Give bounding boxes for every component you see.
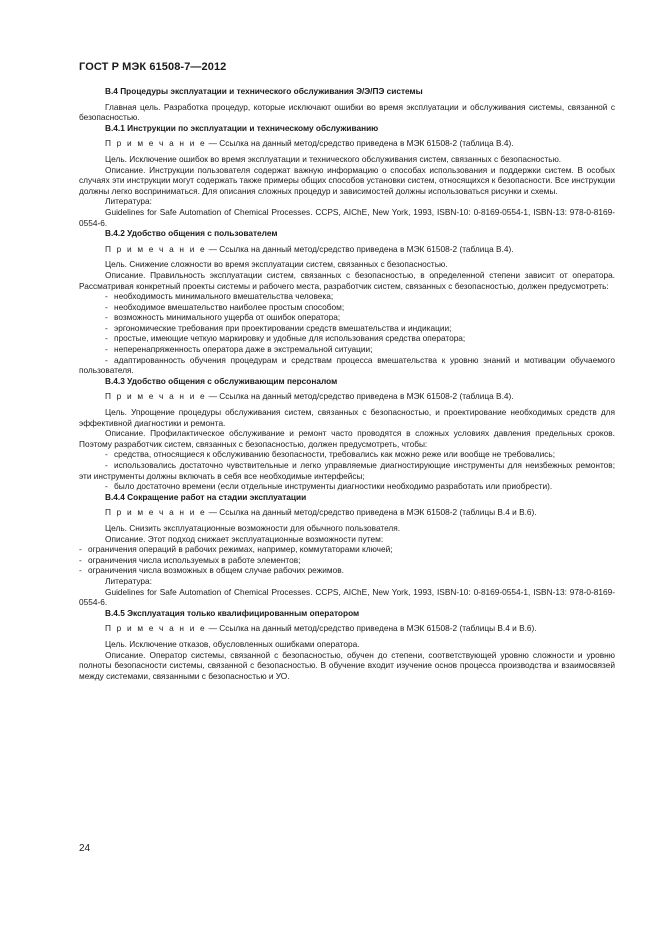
note-text: — Ссылка на данный метод/средство приведена в МЭК 61508-2 (таблица В.4). bbox=[206, 391, 514, 402]
b44-goal: Цель. Снизить эксплуатационные возможности для обычного пользователя. bbox=[105, 522, 401, 533]
note-text: — Ссылка на данный метод/средство приведена в МЭК 61508-2 (таблица В.4). bbox=[206, 243, 514, 254]
b43-goal: Цель. Упрощение процедуры обслуживания систем, связанных с безопасностью, и проектирование необходимых средств для эффективной диагностики и ремонта. bbox=[79, 407, 615, 428]
list-item: - неперенапряженность оператора даже в экстремальной ситуации; bbox=[105, 344, 373, 355]
b45-goal: Цель. Исключение отказов, обусловленных ошибками оператора. bbox=[105, 638, 360, 649]
b42-goal: Цель. Снижение сложности во время эксплуатации систем, связанных с безопасностью. bbox=[105, 259, 448, 270]
note-text: — Ссылка на данный метод/средство приведена в МЭК 61508-2 (таблица В.4). bbox=[206, 138, 514, 149]
page-content bbox=[79, 86, 615, 681]
b42-description: Описание. Правильность эксплуатации систем, связанных с безопасностью, в определенной степени зависит от оператора. Рассматривая конкретный проекты системы и рабочего места, разработчик систем, связанных с безопасностью, должен предусмотреть: bbox=[79, 269, 615, 291]
list-item: - средства, относящиеся к обслуживанию безопасности, требовались как можно реже или вообще не требовались; bbox=[105, 449, 556, 460]
list-item: - использовались достаточно чувствительные и легко управляемые диагностирующие инструменты для неизбежных ремонтов; эти инструменты должны включать в себя все необходимые интерфейсы; bbox=[79, 460, 615, 481]
b43-description: Описание. Профилактическое обслуживание и ремонт часто проводятся в сложных условиях давления предельных сроков. Поэтому разработчик систем, связанных с безопасностью, должен предусмотреть, чтобы: bbox=[79, 428, 615, 449]
section-heading-b44: В.4.4 Сокращение работ на стадии эксплуатации bbox=[105, 491, 307, 502]
standard-header: ГОСТ Р МЭК 61508-7—2012 bbox=[79, 61, 227, 73]
b44-literature-text: Guidelines for Safe Automation of Chemical Processes. CCPS, AIChE, New York, 1993, ISBN-10: 0-8169-0554-1, ISBN-13: 978-0-8169-0554-6. bbox=[79, 586, 615, 608]
note-label: П р и м е ч а н и е bbox=[105, 391, 207, 402]
note-label: П р и м е ч а н и е bbox=[105, 138, 207, 149]
section-heading-b42: В.4.2 Удобство общения с пользователем bbox=[105, 228, 278, 239]
note-text: — Ссылка на данный метод/средство приведена в МЭК 61508-2 (таблицы В.4 и В.6). bbox=[206, 507, 537, 518]
list-item: - адаптированность обучения процедурам и средствам процесса вмешательства к уровню знаний и мотивации обучаемого пользователя. bbox=[79, 354, 615, 376]
b44-literature-label: Литература: bbox=[105, 575, 152, 586]
note-label: П р и м е ч а н и е bbox=[105, 243, 207, 254]
note-text: — Ссылка на данный метод/средство приведена в МЭК 61508-2 (таблицы В.4 и В.6). bbox=[206, 623, 537, 634]
section-heading-b45: В.4.5 Эксплуатация только квалифицированным оператором bbox=[105, 607, 360, 618]
b41-goal: Цель. Исключение ошибок во время эксплуатации и технического обслуживания систем, связанных с безопасностью. bbox=[105, 153, 562, 164]
note-label: П р и м е ч а н и е bbox=[105, 623, 207, 634]
b43-note bbox=[79, 391, 615, 402]
section-heading-b4: В.4 Процедуры эксплуатации и технического обслуживания Э/Э/ПЭ системы bbox=[105, 86, 423, 96]
b41-description: Описание. Инструкции пользователя содержат важную информацию о способах использования и поддержки систем. В особых случаях эти инструкции могут содержать также примеры общих способов установки систем, относящихся к безопасности. Все инструкции должны легко восприниматься. Для описания сложных процедур и зависимостей должны использоваться рисунки и схемы. bbox=[79, 164, 615, 196]
list-item: - необходимое вмешательство наиболее простым способом; bbox=[105, 301, 345, 312]
section-heading-b43: В.4.3 Удобство общения с обслуживающим персоналом bbox=[105, 375, 338, 386]
b41-literature-label: Литература: bbox=[105, 196, 152, 207]
b44-description: Описание. Этот подход снижает эксплуатационные возможности путем: bbox=[105, 533, 384, 544]
list-item: - ограничения числа используемых в работе элементов; bbox=[79, 554, 301, 565]
list-item: - эргономические требования при проектировании средств вмешательства и индикации; bbox=[105, 322, 452, 333]
list-item: - было достаточно времени (если отдельные инструменты диагностики необходимо разработать или приобрести). bbox=[105, 481, 553, 492]
section-heading-b41: В.4.1 Инструкции по эксплуатации и техническому обслуживанию bbox=[105, 122, 379, 133]
b4-goal: Главная цель. Разработка процедур, которые исключают ошибки во время эксплуатации и обслуживания системы, связанной с безопасностью. bbox=[79, 101, 615, 123]
page-number: 24 bbox=[79, 843, 91, 854]
list-item: - необходимость минимального вмешательства человека; bbox=[105, 291, 334, 302]
b42-note bbox=[79, 244, 615, 255]
b45-note bbox=[79, 623, 615, 634]
list-item: - простые, имеющие четкую маркировку и удобные для использования средства оператора; bbox=[105, 333, 466, 344]
b45-description: Описание. Оператор системы, связанной с безопасностью, обучен до степени, соответствующей уровню сложности и уровню полноты безопасности системы, связанной с безопасностью. В обучение входит изучение основ процесса производства и взаимосвязей между системами, связанными с безопасностью и УО. bbox=[79, 649, 615, 681]
b44-note bbox=[79, 507, 615, 518]
b41-literature-text: Guidelines for Safe Automation of Chemical Processes. CCPS, AIChE, New York, 1993, ISBN-10: 0-8169-0554-1, ISBN-13: 978-0-8169-0554-6. bbox=[79, 206, 615, 228]
list-item: - ограничения числа возможных в общем случае рабочих режимов. bbox=[79, 565, 344, 576]
list-item: - ограничения операций в рабочих режимах, например, коммутаторами ключей; bbox=[79, 544, 393, 555]
note-label: П р и м е ч а н и е bbox=[105, 507, 207, 518]
b41-note bbox=[79, 138, 615, 149]
list-item: - возможность минимального ущерба от ошибок оператора; bbox=[105, 312, 341, 323]
